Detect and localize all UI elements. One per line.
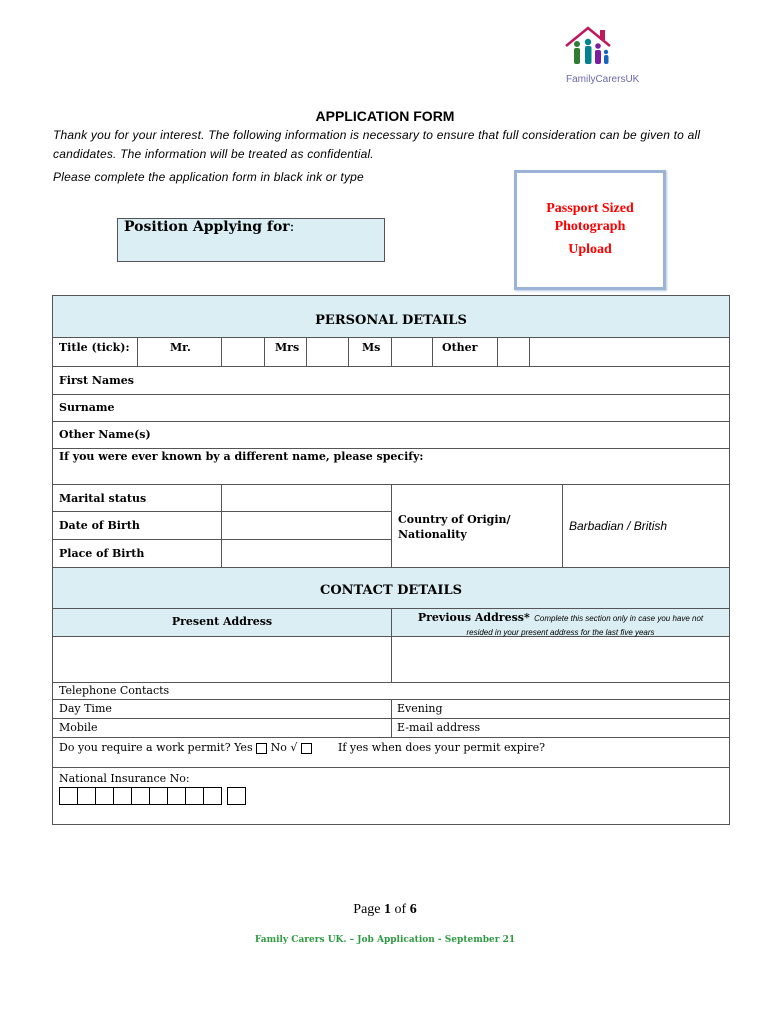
daytime-input[interactable] — [120, 700, 390, 717]
footer-text: Family Carers UK. – Job Application - September 21 — [254, 935, 516, 945]
photo-text-line1: Passport Sized — [546, 201, 634, 216]
permit-no-label: No — [270, 741, 287, 754]
intro-text: Thank you for your interest. The following information is necessary to ensure that full consideration can be given to all candidates. The information will be treated as confidential. — [53, 128, 701, 161]
ni-digit-box[interactable] — [185, 787, 204, 805]
ni-label: National Insurance No: — [59, 772, 190, 785]
marital-status-input[interactable] — [222, 485, 391, 511]
form-title: APPLICATION FORM — [315, 108, 455, 124]
known-as-label: If you were ever known by a different name, please specify: — [59, 450, 424, 463]
title-option-mr: Mr. — [170, 341, 191, 354]
pob-input[interactable] — [222, 540, 391, 567]
title-option-mrs: Mrs — [275, 341, 300, 354]
logo — [560, 24, 620, 74]
personal-details-heading: PERSONAL DETAILS — [315, 313, 467, 328]
title-checkbox-mrs[interactable] — [307, 339, 348, 366]
mobile-label: Mobile — [59, 721, 98, 734]
previous-address-input[interactable] — [392, 637, 729, 682]
work-permit-row — [59, 741, 312, 754]
email-label: E-mail address — [397, 721, 481, 734]
permit-no-checkbox[interactable] — [301, 743, 312, 754]
ni-digit-box[interactable] — [203, 787, 222, 805]
daytime-label: Day Time — [59, 702, 112, 715]
title-checkbox-mr[interactable] — [222, 339, 264, 366]
permit-yes-checkbox[interactable] — [256, 743, 267, 754]
ni-digit-box[interactable] — [77, 787, 96, 805]
permit-yes-label: Yes — [234, 741, 253, 754]
other-names-label: Other Name(s) — [59, 428, 151, 441]
photo-upload-label[interactable]: Upload — [568, 242, 612, 257]
first-names-label: First Names — [59, 374, 134, 387]
mobile-input[interactable] — [110, 719, 390, 736]
known-as-input[interactable] — [56, 464, 729, 483]
logo-text: FamilyCarersUK — [566, 74, 640, 85]
family-house-icon — [560, 24, 620, 74]
evening-label: Evening — [397, 702, 443, 715]
telephone-label: Telephone Contacts — [59, 684, 170, 697]
page-indicator: Page 1 of 6 — [353, 902, 417, 917]
ni-digit-box[interactable] — [149, 787, 168, 805]
surname-input[interactable] — [140, 395, 729, 420]
pob-label: Place of Birth — [59, 547, 145, 560]
permit-no-tick: √ — [290, 741, 298, 754]
position-label: Position Applying for: — [124, 219, 295, 235]
title-option-other: Other — [442, 341, 478, 354]
ni-digit-box[interactable] — [227, 787, 246, 805]
country-label: Country of Origin/ Nationality — [398, 513, 511, 541]
first-names-input[interactable] — [140, 368, 729, 393]
present-address-input[interactable] — [53, 637, 391, 682]
other-names-input[interactable] — [160, 422, 729, 447]
title-other-input[interactable] — [530, 339, 729, 366]
marital-status-label: Marital status — [59, 492, 147, 505]
ni-digit-box[interactable] — [131, 787, 150, 805]
ni-digit-box[interactable] — [113, 787, 132, 805]
ni-digit-box[interactable] — [167, 787, 186, 805]
title-option-ms: Ms — [362, 341, 381, 354]
permit-expire-label: If yes when does your permit expire? — [338, 741, 545, 754]
dob-input[interactable] — [222, 512, 391, 539]
evening-input[interactable] — [450, 700, 729, 717]
surname-label: Surname — [59, 401, 115, 414]
ni-digit-box[interactable] — [95, 787, 114, 805]
ink-note: Please complete the application form in black ink or type — [53, 170, 364, 184]
ni-digit-box[interactable] — [59, 787, 78, 805]
permit-expire-input[interactable] — [545, 739, 729, 757]
dob-label: Date of Birth — [59, 519, 140, 532]
work-permit-question: Do you require a work permit? — [59, 741, 231, 754]
present-address-label: Present Address — [171, 615, 273, 628]
title-checkbox-ms[interactable] — [392, 339, 432, 366]
title-checkbox-other[interactable] — [498, 339, 529, 366]
country-value[interactable]: Barbadian / British — [569, 519, 668, 533]
contact-details-heading: CONTACT DETAILS — [320, 583, 462, 598]
photo-text-line2: Photograph — [554, 219, 626, 234]
title-label: Title (tick): — [59, 341, 130, 354]
email-input[interactable] — [485, 719, 729, 736]
previous-address-label: Previous Address* Complete this section only in case you have not resided in your present address for the last five years — [417, 611, 704, 637]
